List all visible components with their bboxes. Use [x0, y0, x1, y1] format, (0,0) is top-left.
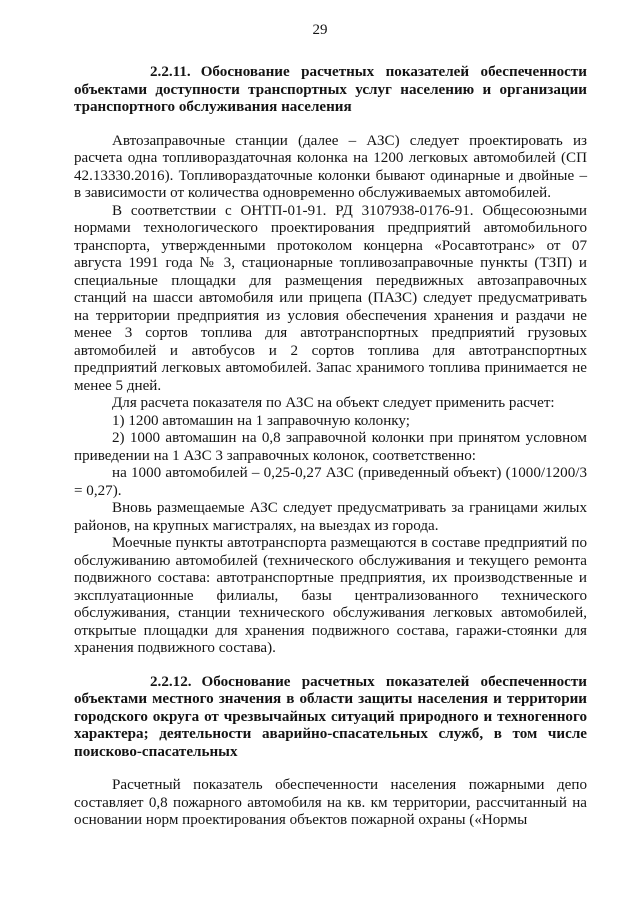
section-number: 2.2.12. — [150, 673, 192, 690]
text-column — [74, 64, 587, 830]
spacer — [74, 117, 587, 133]
paragraph: В соответствии с ОНТП-01-91. РД 3107938-0176-91. Общесоюзными нормами технологического проектирования предприятий автомобильного транспорта, утвержденными протоколом концерна «Росавтотранс» от 07 августа 1991 года № 3, стационарные топливозаправочные пункты (ТЗП) и специальные площадки для размещения передвижных автозаправочных станций на шасси автомобиля или прицепа (ПАЗС) следует предусматривать на территории предприятия из условия обеспечения хранения и раздачи не менее 3 сортов топлива для автотранспортных предприятий грузовых автомобилей и автобусов и 2 сортов топлива для автотранспортных предприятий легковых автомобилей. Запас хранимого топлива принимается не менее 5 дней. — [74, 202, 587, 394]
list-item: 2) 1000 автомашин на 0,8 заправочной колонки при принятом условном приведении на 1 АЗС 3 заправочных колонок, соответственно: — [74, 430, 587, 464]
paragraph: Вновь размещаемые АЗС следует предусматривать за границами жилых районов, на крупных магистралях, на выездах из города. — [74, 500, 587, 534]
paragraph: Для расчета показателя по АЗС на объект следует применить расчет: — [112, 395, 555, 411]
section-title: Обоснование расчетных показателей обеспеченности объектами доступности транспортных услуг населению и организации транспортного обслуживания населения — [74, 64, 587, 115]
section-title: Обоснование расчетных показателей обеспеченности объектами местного значения в области защиты населения и территории городского округа от чрезвычайных ситуаций природного и техногенного характера; деятельности аварийно-спасательных служб, в том числе поисково-спасательных — [74, 673, 587, 760]
paragraph: на 1000 автомобилей – 0,25-0,27 АЗС (приведенный объект) (1000/1200/3 = 0,27). — [74, 465, 587, 499]
section-number: 2.2.11. — [150, 64, 191, 80]
paragraph: Моечные пункты автотранспорта размещаются в составе предприятий по обслуживанию автомобилей (технического обслуживания и текущего ремонта подвижного состава: автотранспортные предприятия, их производственные и эксплуатационные филиалы, базы централизованного технического обслуживания, станции технического обслуживания легковых автомобилей, открытые площадки для хранения подвижного состава, гаражи-стоянки для хранения подвижного состава). — [74, 535, 587, 656]
paragraph: Автозаправочные станции (далее – АЗС) следует проектировать из расчета одна топливораздаточная колонка на 1200 легковых автомобилей (СП 42.13330.2016). Топливораздаточные колонки бывают одинарные и двойные – в зависимости от количества одновременно обслуживаемых автомобилей. — [74, 132, 587, 201]
spacer — [74, 761, 587, 777]
spacer — [74, 658, 587, 674]
section-heading-2-2-12 — [74, 674, 587, 762]
paragraph: Расчетный показатель обеспеченности населения пожарными депо составляет 0,8 пожарного автомобиля на кв. км территории, рассчитанный на основании норм проектирования объектов пожарной охраны («Нормы — [74, 777, 587, 828]
list-item: 1) 1200 автомашин на 1 заправочную колонку; — [112, 412, 410, 429]
section-heading-2-2-11 — [74, 64, 587, 117]
page-number: 29 — [312, 22, 328, 38]
